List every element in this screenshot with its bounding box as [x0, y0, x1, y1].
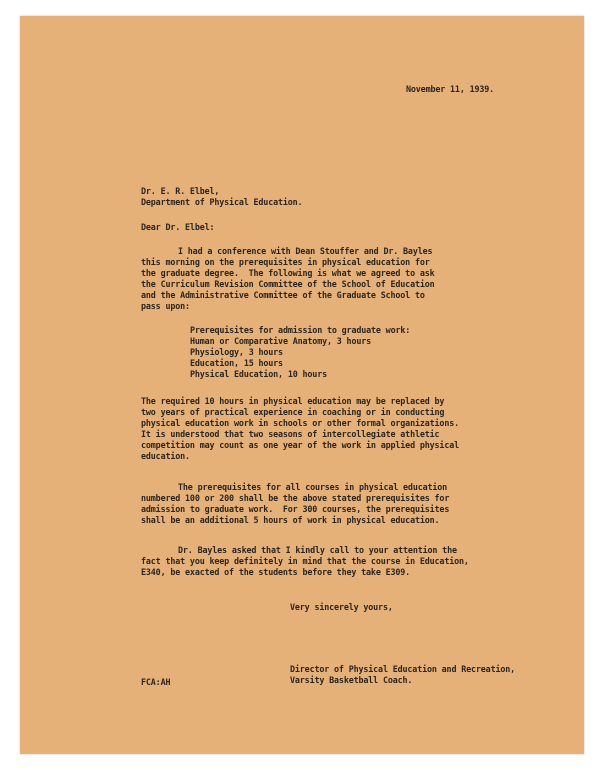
closing: Very sincerely yours, — [290, 602, 393, 612]
paragraph-1-line: I had a conference with Dean Stouffer and Dr. Bayles — [178, 246, 433, 256]
typist-initials: FCA:AH — [141, 677, 171, 687]
recipient-department: Department of Physical Education. — [141, 197, 303, 207]
paragraph-2-line: physical education work in schools or other formal organizations. — [141, 418, 459, 428]
letter-page — [20, 16, 584, 754]
paragraph-4-line: fact that you keep definitely in mind that the course in Education, — [141, 556, 469, 566]
paragraph-2-line: education. — [141, 451, 190, 461]
paragraph-1-line: and the Administrative Committee of the Graduate School to — [141, 290, 425, 300]
recipient-name: Dr. E. R. Elbel, — [141, 186, 220, 196]
paragraph-2-line: two years of practical experience in coaching or in conducting — [141, 407, 445, 417]
prerequisite-item: Education, 15 hours — [190, 358, 283, 368]
signature-title: Varsity Basketball Coach. — [290, 675, 413, 685]
salutation: Dear Dr. Elbel: — [141, 222, 215, 232]
paragraph-1-line: pass upon: — [141, 301, 190, 311]
paragraph-4-line: E340, be exacted of the students before they take E309. — [141, 567, 411, 577]
prerequisites-title: Prerequisites for admission to graduate work: — [190, 325, 411, 335]
paragraph-3-line: admission to graduate work. For 300 courses, the prerequisites — [141, 504, 450, 514]
letter-date: November 11, 1939. — [406, 84, 495, 94]
paragraph-2-line: competition may count as one year of the work in applied physical — [141, 440, 459, 450]
paragraph-3-line: The prerequisites for all courses in physical education — [178, 482, 448, 492]
prerequisite-item: Physical Education, 10 hours — [190, 369, 327, 379]
paragraph-1-line: the graduate degree. The following is what we agreed to ask — [141, 268, 435, 278]
paragraph-2-line: The required 10 hours in physical education may be replaced by — [141, 396, 445, 406]
paragraph-1-line: this morning on the prerequisites in physical education for — [141, 257, 430, 267]
paragraph-4-line: Dr. Bayles asked that I kindly call to your attention the — [178, 545, 457, 555]
signature-title: Director of Physical Education and Recreation, — [290, 664, 516, 674]
paragraph-3-line: numbered 100 or 200 shall be the above stated prerequisites for — [141, 493, 450, 503]
paragraph-1-line: the Curriculum Revision Committee of the School of Education — [141, 279, 435, 289]
prerequisite-item: Physiology, 3 hours — [190, 347, 283, 357]
paragraph-2-line: It is understood that two seasons of intercollegiate athletic — [141, 429, 440, 439]
paragraph-3-line: shall be an additional 5 hours of work in physical education. — [141, 515, 440, 525]
prerequisite-item: Human or Comparative Anatomy, 3 hours — [190, 336, 372, 346]
